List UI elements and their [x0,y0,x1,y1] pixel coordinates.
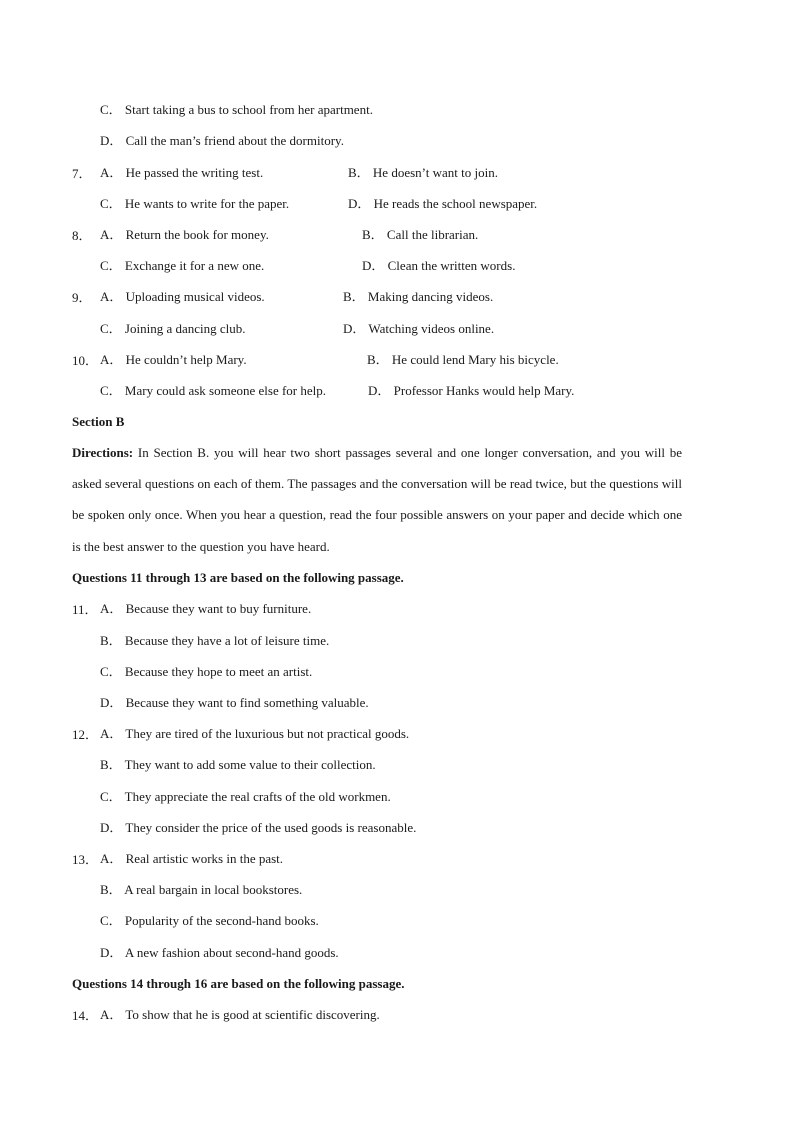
q8-number: 8． [72,228,92,243]
q6-option-c: C． Start taking a bus to school from her apartment. [100,102,373,117]
q10-option-c: C． Mary could ask someone else for help. [100,383,327,398]
directions-text: In Section B. you will hear two short passages several and one longer conversation, and you will be asked several questions on each of them. The passages and the conversation will be read twice, but the questions will be spoken only once. When you hear a question, read the four possible answers on your paper and decide which one is the best answer to the question you have heard. [72,445,682,554]
q13-option-a: A． Real artistic works in the past. [100,851,284,866]
q10-option-b: B． He could lend Mary his bicycle. [367,352,559,367]
q13-number: 13． [72,852,99,867]
q13-option-d: D． A new fashion about second-hand goods. [100,945,339,960]
q9-option-b: B． Making dancing videos. [343,289,494,304]
q8-option-b: B． Call the librarian. [362,227,479,242]
q11-option-a: A． Because they want to buy furniture. [100,601,312,616]
q11-option-b: B． Because they have a lot of leisure time. [100,633,330,648]
question-group-heading: Questions 14 through 16 are based on the following passage. [72,976,405,991]
q11-option-d: D． Because they want to find something valuable. [100,695,369,710]
q9-option-d: D． Watching videos online. [343,321,495,336]
q12-option-d: D． They consider the price of the used goods is reasonable. [100,820,417,835]
q12-number: 12． [72,727,99,742]
q10-number: 10． [72,353,99,368]
q7-option-b: B． He doesn’t want to join. [348,165,498,180]
q8-option-c: C． Exchange it for a new one. [100,258,265,273]
question-group-heading: Questions 11 through 13 are based on the following passage. [72,570,404,585]
q11-option-c: C． Because they hope to meet an artist. [100,664,313,679]
q10-option-a: A． He couldn’t help Mary. [100,352,247,367]
q12-option-c: C． They appreciate the real crafts of the old workmen. [100,789,391,804]
q9-option-a: A． Uploading musical videos. [100,289,265,304]
q8-option-a: A． Return the book for money. [100,227,269,242]
q13-option-c: C． Popularity of the second-hand books. [100,913,319,928]
q8-option-d: D． Clean the written words. [362,258,516,273]
q9-option-c: C． Joining a dancing club. [100,321,246,336]
q13-option-b: B． A real bargain in local bookstores. [100,882,303,897]
directions-label: Directions: [72,445,134,460]
q7-option-c: C． He wants to write for the paper. [100,196,290,211]
q10-option-d: D． Professor Hanks would help Mary. [368,383,575,398]
q14-number: 14． [72,1008,99,1023]
q12-option-b: B． They want to add some value to their collection. [100,757,376,772]
q14-option-a: A． To show that he is good at scientific discovering. [100,1007,380,1022]
section-heading: Section B [72,414,125,429]
directions-paragraph [72,437,682,562]
q11-number: 11． [72,602,98,617]
q6-option-d: D． Call the man’s friend about the dormitory. [100,133,344,148]
q7-option-d: D． He reads the school newspaper. [348,196,538,211]
q7-number: 7． [72,166,92,181]
q7-option-a: A． He passed the writing test. [100,165,264,180]
q9-number: 9． [72,290,92,305]
q12-option-a: A． They are tired of the luxurious but not practical goods. [100,726,410,741]
